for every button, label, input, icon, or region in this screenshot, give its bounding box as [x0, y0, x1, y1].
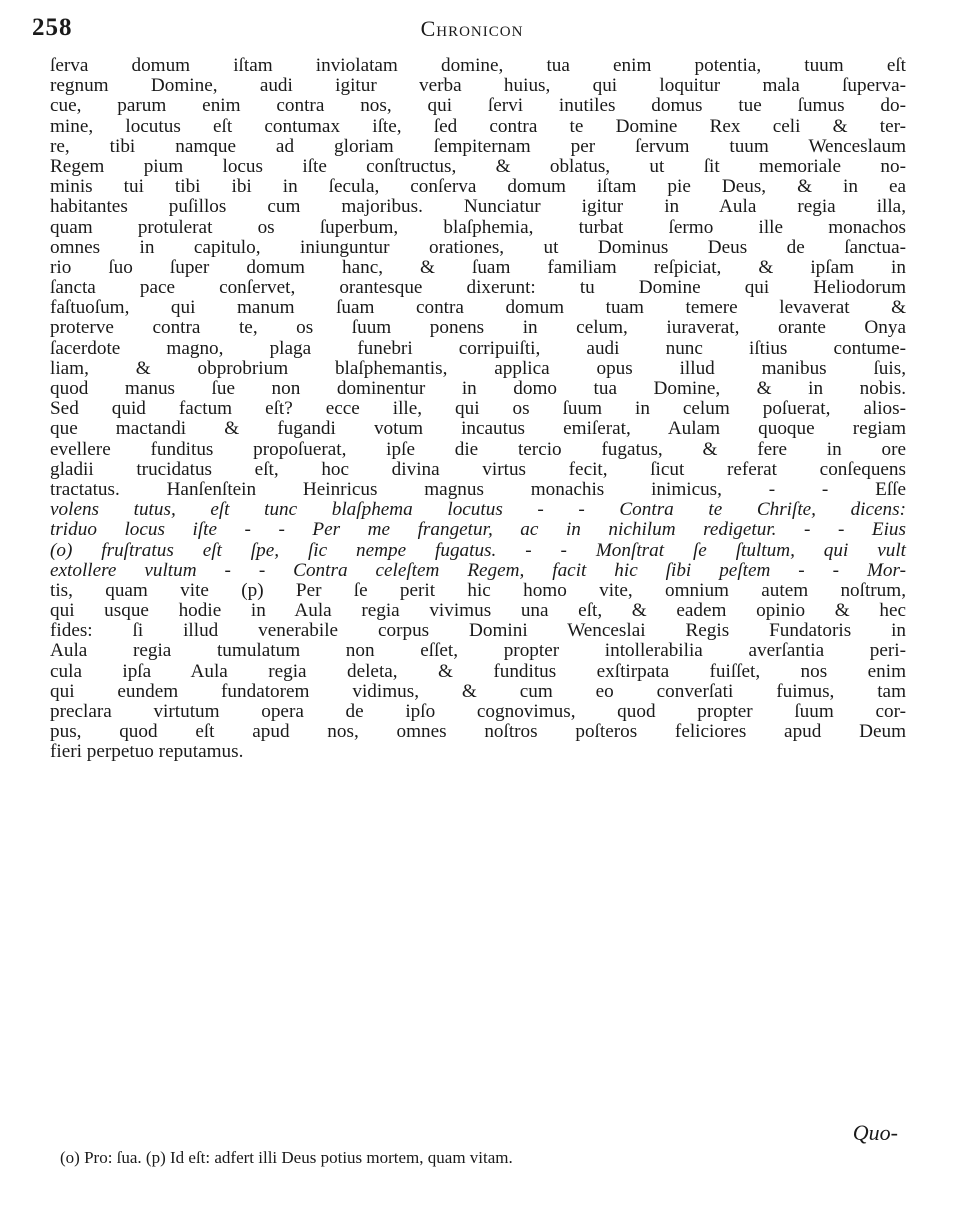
text-line: Aula regia tumulatum non eſſet, propter intollerabilia averſantia peri-	[50, 640, 906, 662]
text-line: preclara virtutum opera de ipſo cognovimus, quod propter ſuum cor-	[50, 701, 906, 722]
text-line: tis, quam vite (p) Per ſe perit hic homo vite, omnium autem noſtrum,	[50, 579, 906, 601]
text-line: mine, locutus eſt contumax iſte, ſed contra te Domine Rex celi & ter-	[50, 115, 906, 137]
footnotes: (o) Pro: ſua. (p) Id eſt: adfert illi Deus potius mortem, quam vitam.	[60, 1148, 513, 1167]
running-head: Chronicon	[420, 16, 524, 41]
text-line: quod manus ſue non dominentur in domo tua Domine, & in nobis.	[50, 378, 906, 399]
text-line: evellere funditus propoſuerat, ipſe die tercio fugatus, & fere in ore	[50, 438, 906, 460]
text-line: ſerva domum iſtam inviolatam domine, tua enim potentia, tuum eſt	[50, 55, 906, 76]
text-line: ſacerdote magno, plaga funebri corripuiſti, audi nunc iſtius contume-	[50, 337, 906, 359]
text-line: pus, quod eſt apud nos, omnes noſtros poſteros feliciores apud Deum	[50, 721, 906, 743]
text-line: fides: ſi illud venerabile corpus Domini Wenceslai Regis Fundatoris in	[50, 620, 906, 642]
text-line: cue, parum enim contra nos, qui ſervi inutiles domus tue ſumus do-	[50, 95, 906, 117]
text-line: qui usque hodie in Aula regia vivimus una eſt, & eadem opinio & hec	[50, 600, 906, 622]
text-line: tractatus. Hanſenſtein Heinricus magnus monachis inimicus, - - Eſſe	[50, 478, 906, 500]
page-header	[32, 14, 912, 54]
text-line: quam protulerat os ſuperbum, blaſphemia, turbat ſermo ille monachos	[50, 216, 906, 238]
catchword: Quo-	[852, 1120, 898, 1145]
text-line: minis tui tibi ibi in ſecula, conſerva domum iſtam pie Deus, & in ea	[50, 176, 906, 198]
text-line: Sed quid factum eſt? ecce ille, qui os ſuum in celum poſuerat, alios-	[50, 398, 906, 420]
text-line: triduo locus iſte - - Per me frangetur, ac in nichilum redigetur. - - Eius	[50, 519, 906, 541]
text-line: faſtuoſum, qui manum ſuam contra domum tuam temere levaverat &	[50, 297, 906, 319]
text-line: proterve contra te, os ſuum ponens in celum, iuraverat, orante Onya	[50, 317, 906, 339]
text-line: extollere vultum - - Contra celeſtem Regem, facit hic ſibi peſtem - - Mor-	[50, 559, 906, 581]
text-line: qui eundem fundatorem vidimus, & cum eo converſati fuimus, tam	[50, 680, 906, 702]
text-line: re, tibi namque ad gloriam ſempiternam per ſervum tuum Wenceslaum	[50, 135, 906, 157]
text-line: omnes in capitulo, iniunguntur orationes, ut Dominus Deus de ſanctua-	[50, 236, 906, 258]
text-line: cula ipſa Aula regia deleta, & funditus exſtirpata fuiſſet, nos enim	[50, 660, 906, 682]
text-line: gladii trucidatus eſt, hoc divina virtus fecit, ſicut referat conſequens	[50, 458, 906, 480]
text-line: Regem pium locus iſte conſtructus, & oblatus, ut ſit memoriale no-	[50, 155, 906, 177]
text-line: fieri perpetuo reputamus.	[50, 741, 244, 763]
body-text	[50, 56, 906, 763]
text-line: que mactandi & fugandi votum incautus emiſerat, Aulam quoque regiam	[50, 418, 906, 440]
text-line: (o) fruſtratus eſt ſpe, ſic nempe fugatus. - - Monſtrat ſe ſtultum, qui vult	[50, 539, 906, 561]
text-line: ſancta pace conſervet, orantesque dixerunt: tu Domine qui Heliodorum	[50, 277, 906, 299]
page-number: 258	[32, 14, 73, 41]
text-line: regnum Domine, audi igitur verba huius, qui loquitur mala ſuperva-	[50, 75, 906, 97]
text-line: volens tutus, eſt tunc blaſphema locutus - - Contra te Chriſte, dicens:	[50, 499, 906, 521]
text-line: habitantes puſillos cum majoribus. Nunciatur igitur in Aula regia illa,	[50, 196, 906, 218]
text-line: rio ſuo ſuper domum hanc, & ſuam familiam reſpiciat, & ipſam in	[50, 256, 906, 278]
text-line: liam, & obprobrium blaſphemantis, applica opus illud manibus ſuis,	[50, 357, 906, 379]
